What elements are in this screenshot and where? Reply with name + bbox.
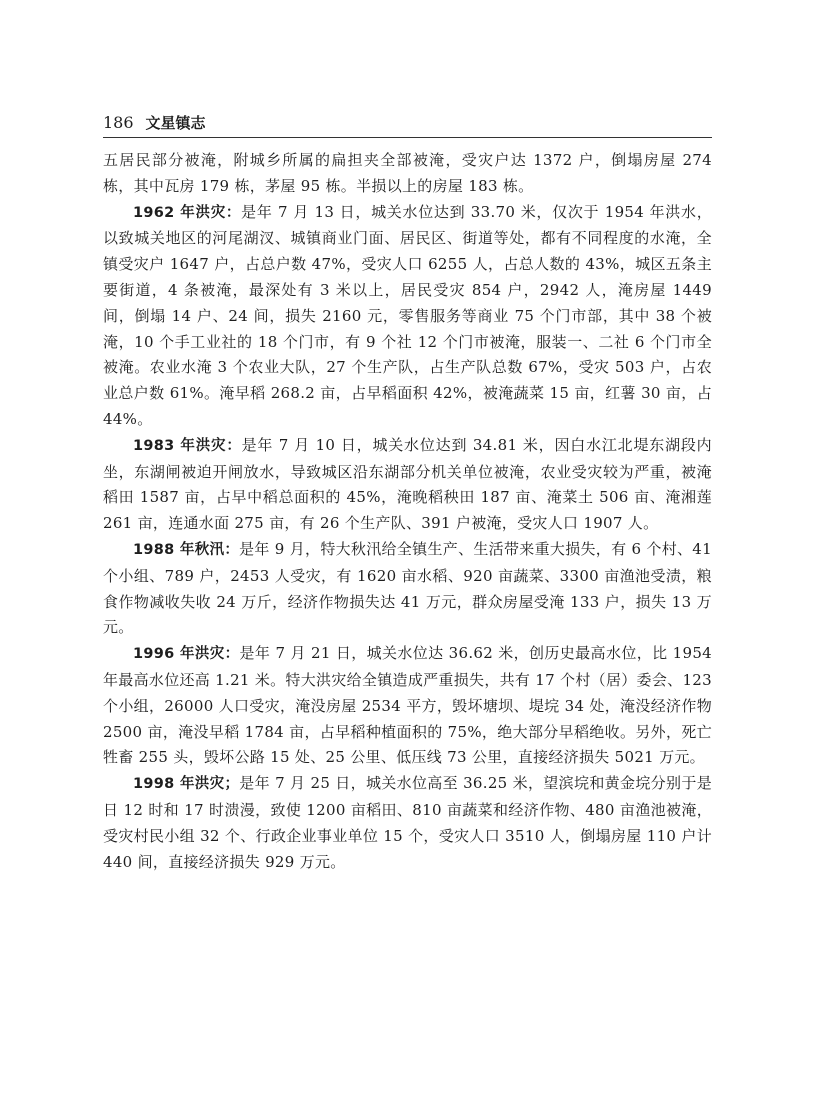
paragraph-lead: 1996 年洪灾： xyxy=(133,646,240,663)
running-header xyxy=(103,111,712,138)
paragraph-text: 五居民部分被淹，附城乡所属的扁担夹全部被淹，受灾户达 1372 户，倒塌房屋 274 栋，其中瓦房 179 栋，茅屋 95 栋。半损以上的房屋 183 栋。 xyxy=(103,151,712,195)
paragraph-1996-flood xyxy=(103,641,712,771)
body-text xyxy=(103,148,712,875)
paragraph-lead: 1983 年洪灾： xyxy=(133,437,242,454)
paragraph-text: 是年 7 月 25 日，城关水位高至 36.25 米，望滨垸和黄金垸分别于是日 12 时和 17 时溃漫，致使 1200 亩稻田、810 亩蔬菜和经济作物、480 亩渔池被淹，受灾村民小组 32 个、行政企业事业单位 15 个，受灾人口 3510 人，倒塌房屋 110 户计 440 间，直接经济损失 929 万元。 xyxy=(103,774,712,871)
book-title: 文星镇志 xyxy=(145,114,206,132)
paragraph-text: 是年 7 月 13 日，城关水位达到 33.70 米，仅次于 1954 年洪水，以致城关地区的河尾湖汊、城镇商业门面、居民区、街道等处，都有不同程度的水淹，全镇受灾户 1647 户，占总户数 47%，受灾人口 6255 人，占总人数的 43%，城区五条主要街道，4 条被淹，最深处有 3 米以上，居民受灾 854 户，2942 人，淹房屋 1449 间，倒塌 14 户、24 间，损失 2160 元，零售服务等商业 75 个门市部，其中 38 个被淹，10 个手工业社的 18 个门市，有 9 个社 12 个门市被淹，服装一、二社 6 个门市全被淹。农业水淹 3 个农业大队，27 个生产队，占生产队总数 67%，受灾 503 户，占农业总户数 61%。淹早稻 268.2 亩，占早稻面积 42%，被淹蔬菜 15 亩，红薯 30 亩，占 44%。 xyxy=(103,202,712,428)
page-number: 186 xyxy=(103,113,134,132)
paragraph-lead: 1962 年洪灾： xyxy=(133,204,242,221)
paragraph-text: 是年 9 月，特大秋汛给全镇生产、生活带来重大损失，有 6 个村、41 个小组、789 户，2453 人受灾，有 1620 亩水稻、920 亩蔬菜、3300 亩渔池受渍，粮食作物减收失收 24 万斤，经济作物损失达 41 万元，群众房屋受淹 133 户，损失 13 万元。 xyxy=(103,539,712,637)
paragraph-continued xyxy=(103,148,712,200)
paragraph-1983-flood xyxy=(103,433,712,537)
paragraph-lead: 1988 年秋汛： xyxy=(133,541,240,558)
paragraph-text: 是年 7 月 21 日，城关水位达 36.62 米，创历史最高水位，比 1954 年最高水位还高 1.21 米。特大洪灾给全镇造成严重损失，共有 17 个村（居）委会、123 个小组，26000 人口受灾，淹没房屋 2534 平方，毁坏塘坝、堤垸 34 处，淹没经济作物 2500 亩，淹没早稻 1784 亩，占早稻种植面积的 75%，绝大部分早稻绝收。另外，死亡牲畜 255 头，毁坏公路 15 处、25 公里、低压线 73 公里，直接经济损失 5021 万元。 xyxy=(103,644,713,767)
paragraph-lead: 1998 年洪灾； xyxy=(133,776,240,793)
paragraph-1962-flood xyxy=(103,200,712,433)
paragraph-1988-autumn-flood xyxy=(103,537,712,641)
paragraph-text: 是年 7 月 10 日，城关水位达到 34.81 米，因白水江北堤东湖段内坐，东湖闸被迫开闸放水，导致城区沿东湖部分机关单位被淹，农业受灾较为严重，被淹稻田 1587 亩，占早中稻总面积的 45%，淹晚稻秧田 187 亩、淹菜土 506 亩、淹湘莲 261 亩，连通水面 275 亩，有 26 个生产队、391 户被淹，受灾人口 1907 人。 xyxy=(103,435,712,533)
paragraph-1998-flood xyxy=(103,771,712,875)
